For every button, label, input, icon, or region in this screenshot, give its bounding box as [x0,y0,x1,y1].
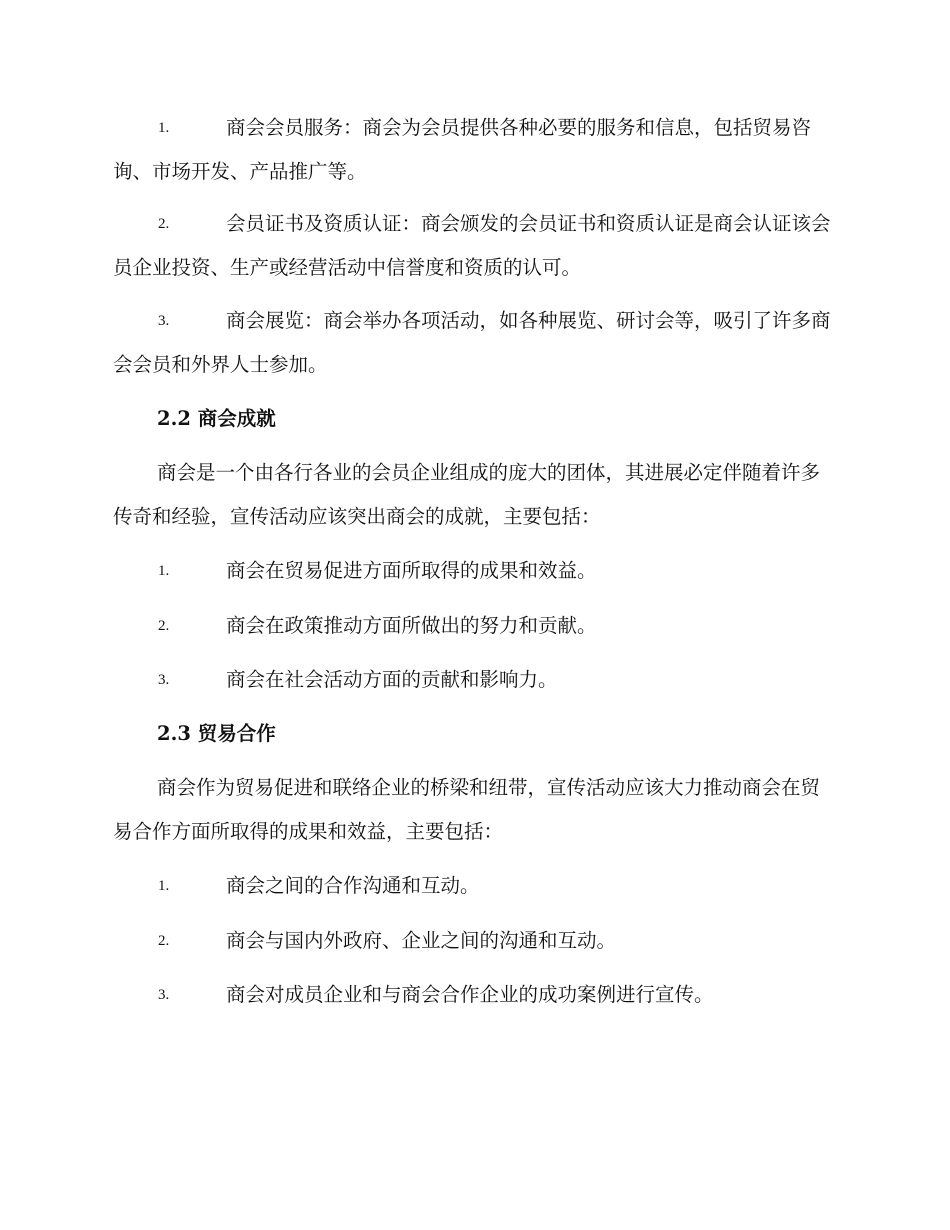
list-number: 3. [158,672,170,688]
list-item-text: 商会对成员企业和与商会合作企业的成功案例进行宣传。 [226,983,714,1006]
list-item-text: 商会在社会活动方面的贡献和影响力。 [226,668,558,691]
list-item-text: 商会展览：商会举办各项活动，如各种展览、研讨会等，吸引了许多商会会员和外界人士参加。 [113,309,831,376]
list-item-text: 商会与国内外政府、企业之间的沟通和互动。 [226,929,617,952]
list-number: 3. [158,987,170,1003]
list-number: 1. [158,878,170,894]
list-item [113,549,835,593]
list-item [113,973,835,1017]
list-number: 1. [158,120,170,136]
section-heading-2-2: 2.2 商会成就 [157,407,276,430]
list-number: 2. [158,618,170,634]
list-item [113,658,835,702]
list-item-text: 商会在贸易促进方面所取得的成果和效益。 [226,559,597,582]
list-item-text: 会员证书及资质认证：商会颁发的会员证书和资质认证是商会认证该会员企业投资、生产或经营活动中信誉度和资质的认可。 [113,212,831,279]
list-item [113,919,835,963]
section-heading-2-3: 2.3 贸易合作 [157,722,276,745]
list-item [113,106,835,194]
list-item-text: 商会之间的合作沟通和互动。 [226,874,480,897]
section-paragraph-2-3: 商会作为贸易促进和联络企业的桥梁和纽带，宣传活动应该大力推动商会在贸易合作方面所取得的成果和效益，主要包括： [113,776,821,843]
list-item [113,299,835,387]
list-number: 2. [158,933,170,949]
list-item-text: 商会在政策推动方面所做出的努力和贡献。 [226,614,597,637]
list-number: 1. [158,563,170,579]
list-item [113,202,835,290]
section-paragraph-2-2: 商会是一个由各行各业的会员企业组成的庞大的团体，其进展必定伴随着许多传奇和经验，宣传活动应该突出商会的成就，主要包括： [113,461,821,528]
list-item [113,604,835,648]
list-number: 3. [158,313,170,329]
list-number: 2. [158,216,170,232]
list-item-text: 商会会员服务：商会为会员提供各种必要的服务和信息，包括贸易咨询、市场开发、产品推广等。 [113,116,812,183]
list-item [113,864,835,908]
